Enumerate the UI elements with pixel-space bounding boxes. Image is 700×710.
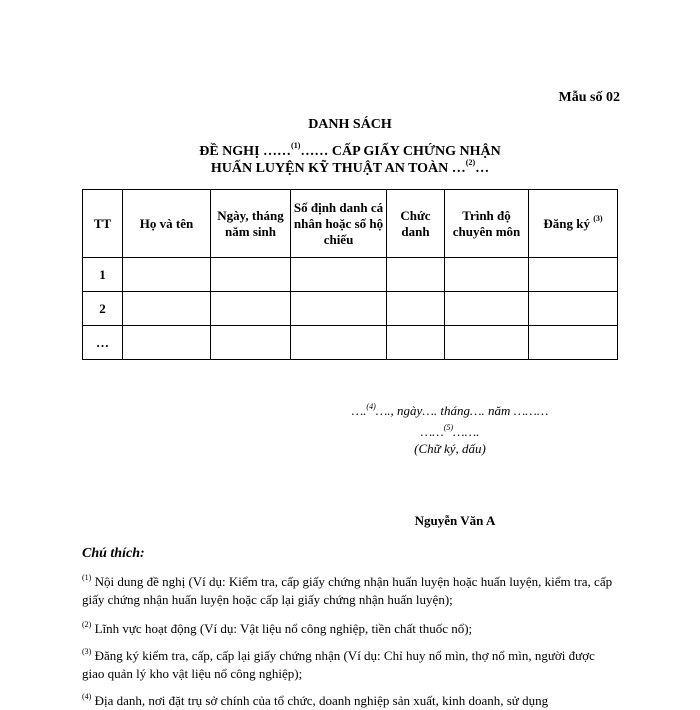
table-cell [211, 258, 291, 292]
note-marker: (3) [82, 646, 92, 656]
footnote-ref-3: (3) [593, 214, 603, 224]
table-cell [211, 292, 291, 326]
note-marker: (1) [82, 572, 92, 582]
date-pre: …. [351, 403, 367, 418]
table-cell [291, 258, 387, 292]
document-title: DANH SÁCH [308, 117, 392, 132]
table-cell [291, 292, 387, 326]
header-date-of-birth: Ngày, tháng năm sinh [211, 190, 291, 258]
table-cell [529, 292, 618, 326]
date-post: …., ngày…. tháng…. năm ……… [375, 403, 549, 418]
signer-title [320, 424, 580, 440]
table-row [83, 326, 618, 360]
table-cell: 1 [83, 258, 123, 292]
form-number: Mẫu số 02 [558, 90, 620, 105]
notes-heading: Chú thích: [82, 546, 145, 561]
footnote-ref-1: (1) [291, 141, 301, 151]
table-cell [291, 326, 387, 360]
header-registration-label: Đăng ký [543, 215, 591, 231]
note-item [82, 573, 617, 609]
header-tt: TT [83, 190, 123, 258]
document-subtitle-line-2 [0, 158, 700, 177]
table-cell [123, 292, 211, 326]
signer-title-post: ……. [453, 424, 480, 439]
signature-place-date [320, 403, 580, 419]
table-header-row [83, 190, 618, 258]
note-text: Đăng ký kiểm tra, cấp, cấp lại giấy chứng nhận (Ví dụ: Chỉ huy nổ mìn, thợ nổ mìn, người được giao quản lý kho vật liệu nổ công nghiệp); [82, 648, 595, 681]
registration-table [82, 189, 618, 360]
header-full-name: Họ và tên [123, 190, 211, 258]
table-cell [387, 326, 445, 360]
table-cell [445, 292, 529, 326]
subtitle-line-1-pre: ĐỀ NGHỊ …… [199, 144, 292, 159]
note-text: Nội dung đề nghị (Ví dụ: Kiểm tra, cấp giấy chứng nhận huấn luyện hoặc huấn luyện, kiểm tra, cấp giấy chứng nhận huấn luyện hoặc cấp lại giấy chứng nhận huấn luyện); [82, 574, 613, 607]
header-position: Chức danh [387, 190, 445, 258]
table-cell [529, 258, 618, 292]
table-cell [445, 326, 529, 360]
signer-title-pre: …… [420, 424, 444, 439]
note-marker: (4) [82, 691, 92, 701]
table-cell [387, 258, 445, 292]
header-qualification: Trình độ chuyên môn [445, 190, 529, 258]
table-cell [387, 292, 445, 326]
table-cell [123, 326, 211, 360]
table-cell: 2 [83, 292, 123, 326]
footnote-ref-5: (5) [443, 422, 454, 432]
table-cell: … [83, 326, 123, 360]
signature-note: (Chữ ký, dấu) [414, 441, 486, 456]
header-registration [529, 190, 618, 258]
note-item [82, 692, 617, 710]
table-cell [529, 326, 618, 360]
note-item [82, 620, 617, 638]
table-row [83, 292, 618, 326]
table-cell [445, 258, 529, 292]
footnote-ref-2: (2) [465, 158, 476, 168]
note-text: Lĩnh vực hoạt động (Ví dụ: Vật liệu nổ công nghiệp, tiền chất thuốc nổ); [91, 621, 473, 636]
table-cell [211, 326, 291, 360]
note-item [82, 647, 617, 683]
note-marker: (2) [82, 619, 92, 629]
subtitle-line-2-pre: HUẤN LUYỆN KỸ THUẬT AN TOÀN … [210, 161, 466, 176]
subtitle-line-2-post: … [475, 161, 490, 176]
table-row [83, 258, 618, 292]
note-text: Địa danh, nơi đặt trụ sở chính của tổ chức, doanh nghiệp sản xuất, kinh doanh, sử dụng [91, 693, 549, 708]
signer-name: Nguyễn Văn A [414, 513, 496, 528]
header-id-number: Số định danh cá nhân hoặc số hộ chiếu [291, 190, 387, 258]
document-subtitle-line-1 [0, 141, 700, 160]
subtitle-line-1-post: …… CẤP GIẤY CHỨNG NHẬN [300, 144, 501, 159]
footnote-ref-4: (4) [366, 401, 376, 411]
table-cell [123, 258, 211, 292]
